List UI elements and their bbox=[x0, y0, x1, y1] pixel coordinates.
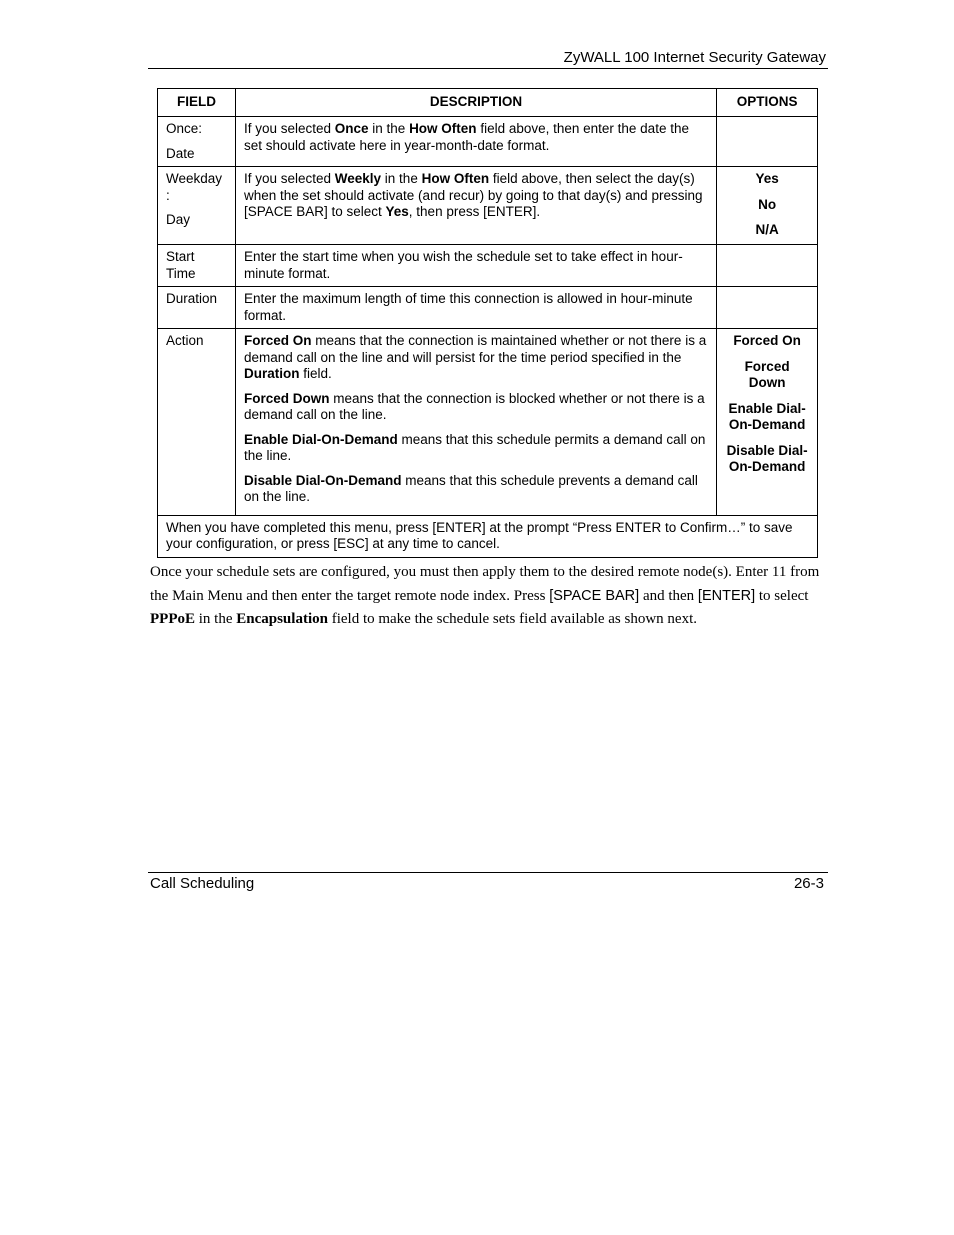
running-header-title: ZyWALL 100 Internet Security Gateway bbox=[563, 49, 826, 66]
field-label: Action bbox=[166, 333, 204, 348]
field-cell bbox=[158, 117, 236, 167]
footer-chapter-title: Call Scheduling bbox=[150, 875, 255, 892]
description-cell bbox=[235, 117, 716, 167]
header-rule bbox=[148, 68, 828, 69]
description-cell bbox=[235, 245, 716, 287]
footer-page-number: 26-3 bbox=[793, 875, 824, 892]
field-label: Duration bbox=[166, 291, 218, 306]
options-cell bbox=[717, 167, 818, 245]
field-cell bbox=[158, 329, 236, 516]
description-cell bbox=[235, 287, 716, 329]
options-cell bbox=[717, 287, 818, 329]
table-footnote: When you have completed this menu, press [ENTER] at the prompt “Press ENTER to Confirm…” to save your configuration, or press [ESC] at any time to cancel. bbox=[158, 515, 818, 557]
field-cell bbox=[158, 167, 236, 245]
option-value: Yes bbox=[755, 171, 779, 186]
description-paragraph: Forced Down means that the connection is blocked whether or not there is a demand call on the line. bbox=[243, 390, 705, 422]
table-row bbox=[158, 117, 818, 167]
description-paragraph: Enter the start time when you wish the schedule set to take effect in hour-minute format. bbox=[243, 249, 683, 281]
description-paragraph: Disable Dial-On-Demand means that this schedule prevents a demand call on the line. bbox=[243, 472, 698, 504]
column-header-field: FIELD bbox=[158, 89, 236, 117]
options-cell bbox=[717, 329, 818, 516]
description-cell bbox=[235, 167, 716, 245]
field-cell bbox=[158, 245, 236, 287]
field-label: Weekday : bbox=[166, 171, 223, 203]
footer-rule bbox=[148, 872, 828, 873]
field-label: Start Time bbox=[166, 249, 196, 281]
field-cell bbox=[158, 287, 236, 329]
column-header-options: OPTIONS bbox=[717, 89, 818, 117]
description-paragraph: Enable Dial-On-Demand means that this schedule permits a demand call on the line. bbox=[243, 431, 706, 463]
option-value: Forced Down bbox=[744, 358, 790, 390]
option-value: Forced On bbox=[733, 333, 801, 348]
description-paragraph: If you selected Weekly in the How Often field above, then select the day(s) when the set should activate (and recur) by going to that day(s) and pressing [SPACE BAR] to select Yes, then press [ENTER]. bbox=[243, 171, 703, 219]
description-paragraph: Enter the maximum length of time this connection is allowed in hour-minute format. bbox=[243, 291, 693, 323]
field-description-table bbox=[157, 88, 818, 558]
description-paragraph: Forced On means that the connection is maintained whether or not there is a demand call on the line and will persist for the time period specified in the Duration field. bbox=[243, 333, 707, 381]
options-cell bbox=[717, 245, 818, 287]
field-label: Date bbox=[166, 145, 195, 161]
table-row bbox=[158, 329, 818, 516]
option-value: Disable Dial-On-Demand bbox=[726, 442, 808, 474]
column-header-description: DESCRIPTION bbox=[235, 89, 716, 117]
field-label: Once: bbox=[166, 121, 203, 136]
description-cell bbox=[235, 329, 716, 516]
body-paragraph: Once your schedule sets are configured, you must then apply them to the desired remote node(s). Enter 11 from the Main Menu and then enter the target remote node index. Press [SPACE BAR] and then [ENTER] to select PPPoE in the Encapsulation field to make the schedule sets field available as shown next. bbox=[150, 564, 820, 627]
table-row bbox=[158, 245, 818, 287]
table-row bbox=[158, 167, 818, 245]
field-label: Day bbox=[166, 212, 191, 227]
table-row bbox=[158, 287, 818, 329]
option-value: Enable Dial-On-Demand bbox=[728, 400, 806, 432]
options-cell bbox=[717, 117, 818, 167]
table-footnote-row bbox=[158, 515, 818, 557]
option-value: No bbox=[758, 196, 777, 212]
table-header-row bbox=[158, 89, 818, 117]
description-paragraph: If you selected Once in the How Often field above, then enter the date the set should activate here in year-month-date format. bbox=[243, 121, 689, 153]
option-value: N/A bbox=[755, 222, 779, 237]
